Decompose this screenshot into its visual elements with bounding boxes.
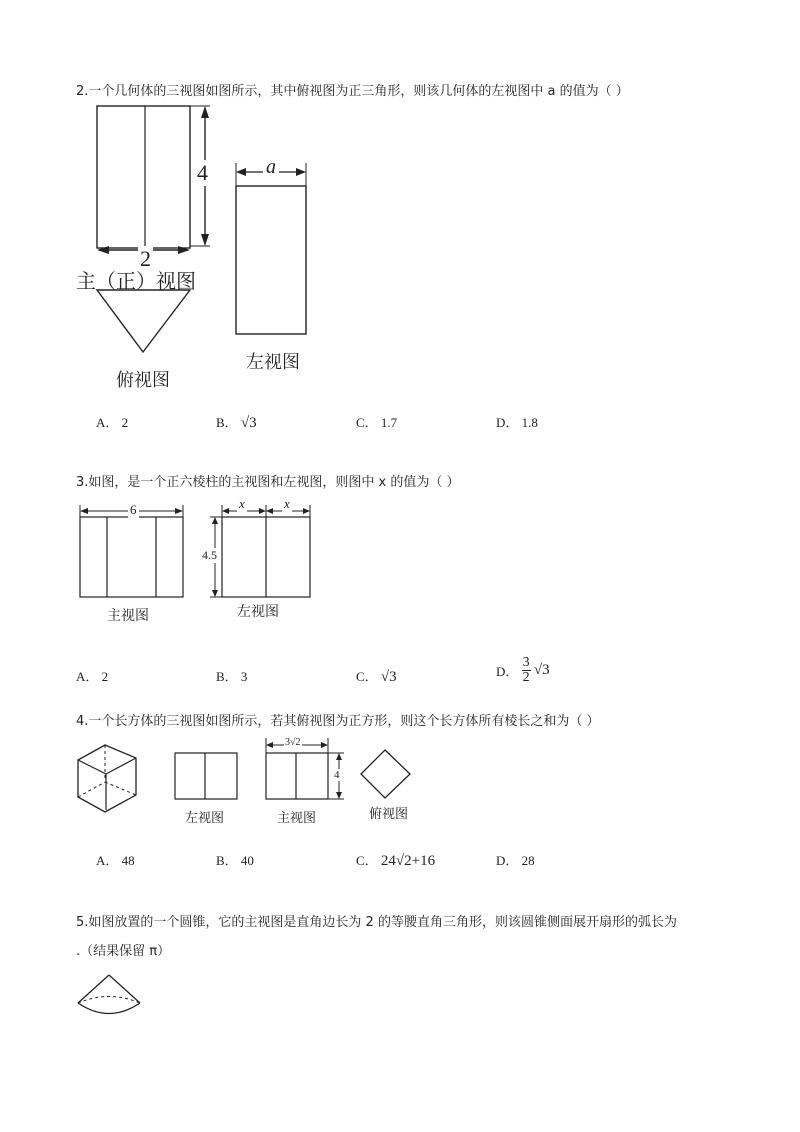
- q2-option-a[interactable]: A． 2: [96, 415, 129, 430]
- question-5-stem-cont: .（结果保留 π）: [76, 944, 171, 959]
- q4-dim-height: 4: [334, 769, 340, 781]
- q2-option-d[interactable]: D． 1.8: [496, 415, 538, 430]
- q3-option-c[interactable]: C． √3: [356, 669, 397, 685]
- question-2-stem: 2.一个几何体的三视图如图所示，其中俯视图为正三角形，则该几何体的左视图中 a 的值为（ ）: [76, 84, 629, 99]
- q2-front-view-label: 主（正）视图: [76, 269, 196, 293]
- q4-left-view-label: 左视图: [185, 811, 225, 826]
- q3-dim-x1: x: [239, 496, 245, 511]
- q4-option-c[interactable]: C． 24√2+16: [356, 853, 436, 869]
- q4-option-b[interactable]: B． 40: [216, 853, 254, 868]
- question-5-stem: 5.如图放置的一个圆锥，它的主视图是直角边长为 2 的等腰直角三角形，则该圆锥侧面展开扇形的弧长为: [76, 915, 677, 930]
- question-4-stem: 4.一个长方体的三视图如图所示，若其俯视图为正方形，则这个长方体所有棱长之和为（ ）: [76, 714, 600, 729]
- q2-dim-width: 2: [140, 246, 151, 271]
- q2-dim-a: a: [263, 156, 279, 179]
- q3-dim-height: 4.5: [202, 548, 217, 562]
- q3-dim-x2: x: [284, 496, 290, 511]
- question-3-stem: 3.如图，是一个正六棱柱的主视图和左视图，则图中 x 的值为（ ）: [76, 475, 460, 490]
- q3-front-view-label: 主视图: [107, 608, 149, 624]
- q4-top-view-label: 俯视图: [369, 807, 409, 822]
- q2-dim-height: 4: [197, 160, 208, 185]
- q2-option-c[interactable]: C． 1.7: [356, 415, 398, 430]
- q3-option-d[interactable]: D． $\frac{3}{2}$ √3: [496, 655, 550, 685]
- q3-left-view-label: 左视图: [237, 604, 279, 620]
- q4-front-view-label: 主视图: [277, 811, 317, 826]
- q3-option-a[interactable]: A． 2: [76, 669, 109, 684]
- q4-dim-width: 3√2: [285, 737, 301, 748]
- q2-left-view-label: 左视图: [246, 352, 300, 373]
- q2-top-view-label: 俯视图: [116, 370, 170, 391]
- q3-dim-width: 6: [130, 502, 137, 517]
- q3-option-b[interactable]: B． 3: [216, 669, 248, 684]
- q4-option-a[interactable]: A． 48: [96, 853, 135, 868]
- q2-option-b[interactable]: B． √3: [216, 415, 257, 431]
- q4-option-d[interactable]: D． 28: [496, 853, 535, 868]
